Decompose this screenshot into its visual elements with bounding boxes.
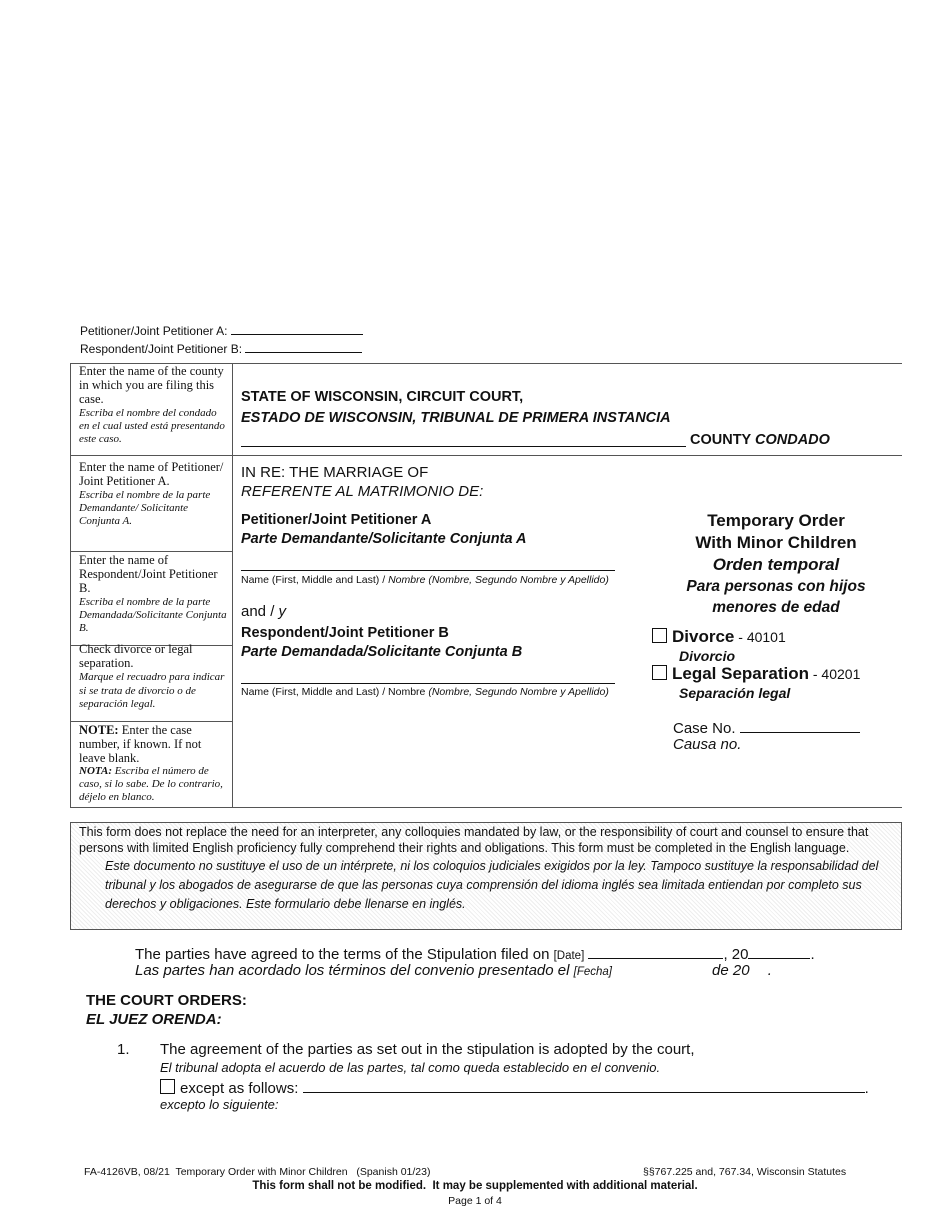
except-field[interactable] [303, 1077, 865, 1093]
side-divider-3 [70, 721, 232, 722]
instruction-county-es: Escriba el nombre del condado en el cual usted está presentando este caso. [79, 407, 225, 445]
stipulation-es: Las partes han acordado los términos del convenio presentado el [135, 962, 570, 979]
instruction-petitioner [79, 460, 229, 528]
note-en: Enter the case number, if known. If not leave blank. [79, 723, 202, 765]
instruction-check-en: Check divorce or legal separation. [79, 642, 193, 670]
table-divider [70, 455, 902, 456]
form-title-line4: Para personas con hijos [686, 578, 866, 595]
instruction-check [79, 642, 229, 712]
instruction-note [79, 723, 229, 804]
petitioner-a-label: Petitioner/Joint Petitioner A: [80, 324, 228, 338]
and-connector [241, 603, 286, 620]
case-number [673, 717, 860, 737]
instruction-petitioner-es: Escriba el nombre de la parte Demandante/ Solicitante Conjunta A. [79, 489, 211, 527]
instruction-respondent [79, 553, 229, 635]
instruction-respondent-es: Escriba el nombre de la parte Demandada/Solicitante Conjunta B. [79, 596, 227, 634]
stipulation-date-label: [Date] [553, 950, 585, 962]
divorce-label: Divorce [672, 627, 735, 646]
stipulation-date-label-es: [Fecha] [573, 966, 612, 978]
interpreter-notice [70, 822, 902, 930]
stipulation-year-field[interactable] [748, 943, 810, 959]
form-title-line1: Temporary Order [707, 511, 845, 530]
form-title-line2: With Minor Children [695, 533, 857, 552]
name-label-sep: / [379, 574, 389, 586]
petitioner-a-field[interactable] [231, 322, 363, 335]
legal-separation-checkbox[interactable] [652, 665, 667, 680]
notice-es: Este documento no sustituye el uso de un intérprete, ni los coloquios judiciales exigidos por la ley. Tampoco sustituye la responsabilidad del tribunal y los abogados de asegurarse de que las personas cuya comprensión del idioma inglés sea limitada entiendan por completo sus derechos y obligaciones. Este formulario debe llenarse en inglés. [105, 859, 879, 911]
stipulation-date-field[interactable] [588, 943, 723, 959]
except-checkbox[interactable] [160, 1079, 175, 1094]
orders-heading-es: EL JUEZ ORENDA: [86, 1011, 222, 1028]
county-name-field[interactable] [241, 446, 686, 447]
stipulation-year-label: , 20 [723, 946, 749, 963]
form-title-line3: Orden temporal [712, 555, 840, 574]
respondent-b-label: Respondent/Joint Petitioner B: [80, 342, 243, 356]
respondent-name-label [241, 686, 609, 698]
except-option[interactable] [160, 1077, 869, 1097]
petitioner-name-label [241, 574, 609, 586]
respondent-b-header [80, 340, 362, 356]
stipulation-year-es-group [712, 962, 772, 979]
instruction-county-en: Enter the name of the county in which you are filing this case. [79, 364, 224, 406]
name-label2-en: Name (First, Middle and Last) / Nombre [241, 686, 426, 698]
legal-separation-label-es: Separación legal [679, 685, 791, 701]
case-no-label-es: Causa no. [673, 736, 742, 753]
legal-separation-option[interactable] [652, 664, 860, 684]
notice-en: This form does not replace the need for an interpreter, any colloquies mandated by law, or the responsibility of court and counsel to ensure that persons with limited English proficiency fully comprehend their rights and obligations. This form must be completed in the English language. [79, 825, 869, 855]
stipulation-en: The parties have agreed to the terms of the Stipulation filed on [135, 946, 550, 963]
instruction-petitioner-en: Enter the name of Petitioner/ Joint Petitioner A. [79, 460, 224, 488]
footer-warning: This form shall not be modified. It may be supplemented with additional material. [252, 1180, 698, 1192]
note-label-es: NOTA: [79, 765, 112, 777]
court-title-es: ESTADO DE WISCONSIN, TRIBUNAL DE PRIMERA INSTANCIA [241, 410, 671, 426]
table-column-divider [232, 363, 233, 807]
county-label [690, 432, 830, 448]
name-label2-es: (Nombre, Segundo Nombre y Apellido) [428, 686, 609, 698]
note-es: Escriba el número de caso, si lo sabe. De lo contrario, déjelo en blanco. [79, 765, 223, 803]
order-item-1-es: El tribunal adopta el acuerdo de las partes, tal como queda establecido en el convenio. [160, 1060, 661, 1075]
petitioner-a-header [80, 322, 363, 338]
except-label: except as follows: [180, 1080, 299, 1097]
form-title-line5: menores de edad [712, 599, 840, 616]
footer-form-id: FA-4126VB, 08/21 Temporary Order with Minor Children (Spanish 01/23) [84, 1166, 431, 1178]
divorce-label-es: Divorcio [679, 648, 736, 664]
and-en: and / [241, 603, 275, 620]
legal-separation-label: Legal Separation [672, 664, 809, 683]
and-es: y [278, 603, 287, 620]
stipulation-period: . [810, 946, 815, 963]
petitioner-heading-en: Petitioner/Joint Petitioner A [241, 512, 432, 528]
stipulation-es-line [135, 962, 612, 979]
divorce-code: - 40101 [734, 629, 786, 645]
respondent-heading-es: Parte Demandada/Solicitante Conjunta B [241, 644, 523, 660]
footer-statutes: §§767.225 and, 767.34, Wisconsin Statutes [643, 1166, 847, 1178]
petitioner-heading-es: Parte Demandante/Solicitante Conjunta A [241, 531, 527, 547]
in-re-en: IN RE: THE MARRIAGE OF [241, 464, 429, 481]
table-bottom-border [70, 807, 902, 808]
except-label-es: excepto lo siguiente: [160, 1097, 279, 1112]
stipulation-period-es: . [767, 962, 772, 979]
instruction-respondent-en: Enter the name of Respondent/Joint Petitioner B. [79, 553, 218, 595]
divorce-checkbox[interactable] [652, 628, 667, 643]
order-item-1-en: The agreement of the parties as set out in the stipulation is adopted by the court, [160, 1041, 695, 1058]
footer-page-number: Page 1 of 4 [448, 1195, 502, 1207]
name-label-es: Nombre (Nombre, Segundo Nombre y Apellido) [388, 574, 609, 586]
divorce-option[interactable] [652, 627, 786, 647]
legal-separation-code: - 40201 [808, 666, 861, 682]
note-label-en: NOTE: [79, 723, 119, 737]
respondent-heading-en: Respondent/Joint Petitioner B [241, 625, 449, 641]
orders-heading-en: THE COURT ORDERS: [86, 992, 247, 1009]
table-left-border [70, 363, 71, 807]
in-re-es: REFERENTE AL MATRIMONIO DE: [241, 483, 484, 500]
county-label-es: CONDADO [755, 432, 830, 448]
stipulation-en-line [135, 943, 815, 963]
court-title-en: STATE OF WISCONSIN, CIRCUIT COURT, [241, 389, 524, 405]
case-number-field[interactable] [740, 717, 860, 733]
order-item-1-number: 1. [117, 1041, 130, 1058]
name-label-en: Name (First, Middle and Last) [241, 574, 380, 586]
instruction-county [79, 364, 229, 446]
respondent-b-field[interactable] [245, 340, 362, 353]
instruction-check-es: Marque el recuadro para indicar si se trata de divorcio o de separación legal. [79, 671, 225, 710]
form-title [636, 510, 916, 618]
side-divider-1 [70, 551, 232, 552]
case-no-label: Case No. [673, 720, 736, 737]
respondent-name-field[interactable] [241, 683, 615, 684]
stipulation-year-label-es: de 20 [712, 962, 750, 979]
county-label-en: COUNTY [690, 432, 751, 448]
except-period: . [864, 1080, 869, 1097]
petitioner-name-field[interactable] [241, 570, 615, 571]
